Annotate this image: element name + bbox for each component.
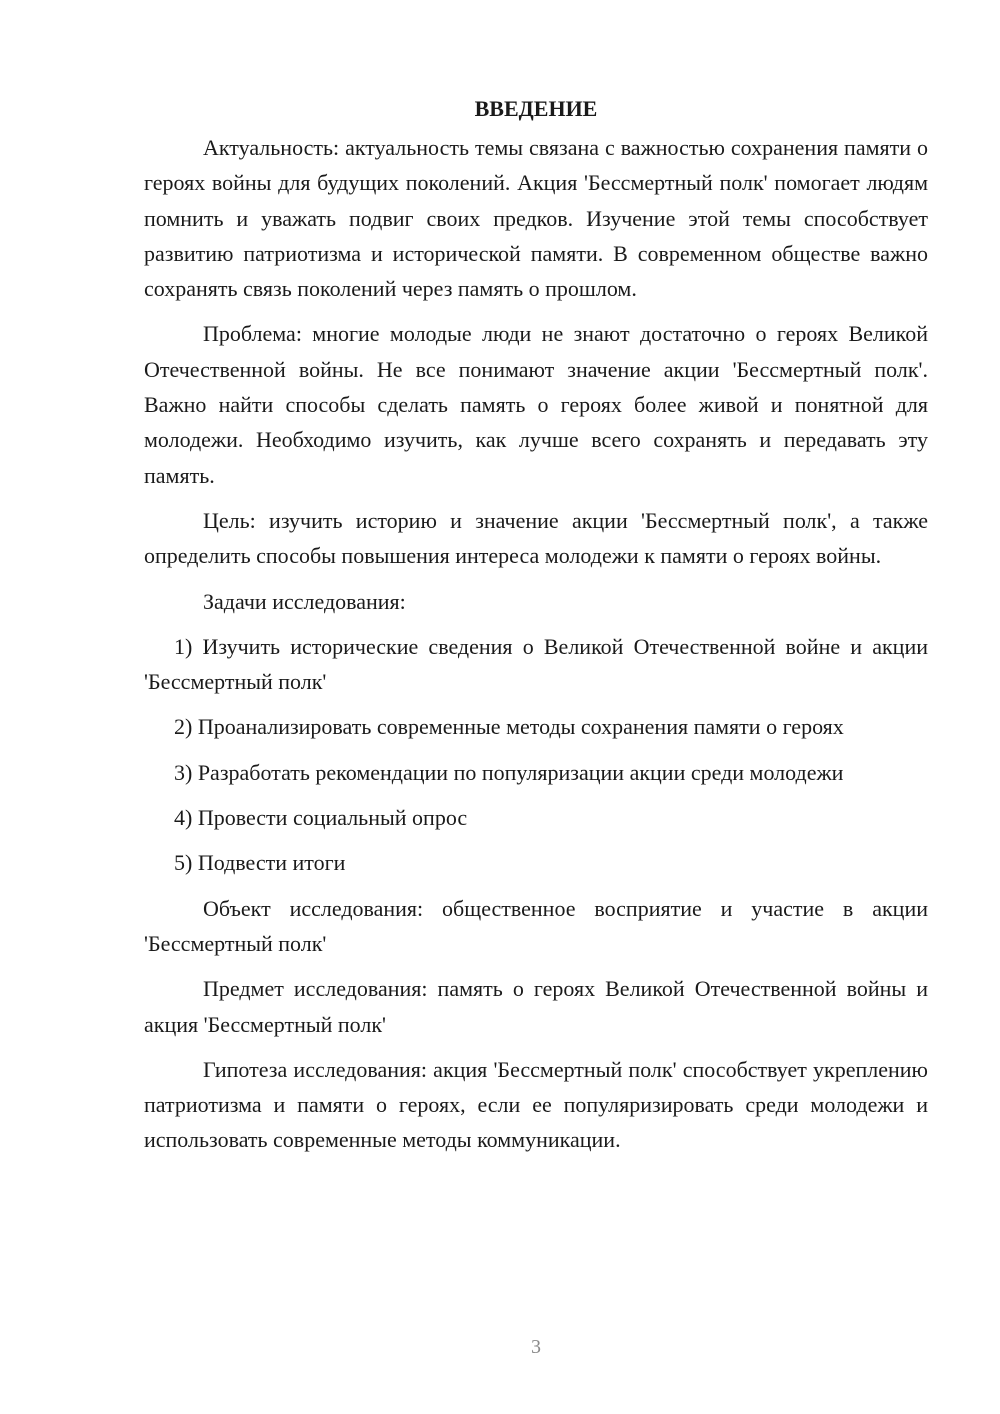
- paragraph-goal: Цель: изучить историю и значение акции 'Бессмертный полк', а также определить способы повышения интереса молодежи к памяти о героях войны.: [144, 507, 928, 569]
- page-number: 3: [531, 1336, 541, 1358]
- paragraph-relevance: Актуальность: актуальность темы связана с важностью сохранения памяти о героях войны для будущих поколений. Акция 'Бессмертный полк' помогает людям помнить и уважать подвиг своих предков. Изучение этой темы способствует развитию патриотизма и исторической памяти. В современном обществе важно сохранять связь поколений через память о прошлом.: [144, 135, 928, 302]
- section-title: ВВЕДЕНИЕ: [474, 96, 598, 121]
- task-item: 4) Провести социальный опрос: [174, 805, 468, 831]
- task-item: 3) Разработать рекомендации по популяризации акции среди молодежи: [174, 759, 844, 785]
- task-item: 5) Подвести итоги: [174, 850, 346, 876]
- task-item: 2) Проанализировать современные методы сохранения памяти о героях: [174, 714, 844, 740]
- paragraph-subject: Предмет исследования: память о героях Великой Отечественной войны и акция 'Бессмертный полк': [144, 976, 928, 1037]
- paragraph-object: Объект исследования: общественное восприятие и участие в акции 'Бессмертный полк': [144, 895, 928, 956]
- task-item: 1) Изучить исторические сведения о Великой Отечественной войне и акции 'Бессмертный полк': [144, 633, 928, 695]
- tasks-heading: Задачи исследования:: [203, 588, 406, 614]
- document-page: [144, 92, 928, 1158]
- paragraph-problem: Проблема: многие молодые люди не знают достаточно о героях Великой Отечественной войны. Не все понимают значение акции 'Бессмертный полк'. Важно найти способы сделать память о героях более живой и понятной для молодежи. Необходимо изучить, как лучше всего сохранять и передавать эту память.: [144, 321, 928, 488]
- paragraph-hypothesis: Гипотеза исследования: акция 'Бессмертный полк' способствует укреплению патриотизма и памяти о героях, если ее популяризировать среди молодежи и использовать современные методы коммуникации.: [144, 1056, 928, 1153]
